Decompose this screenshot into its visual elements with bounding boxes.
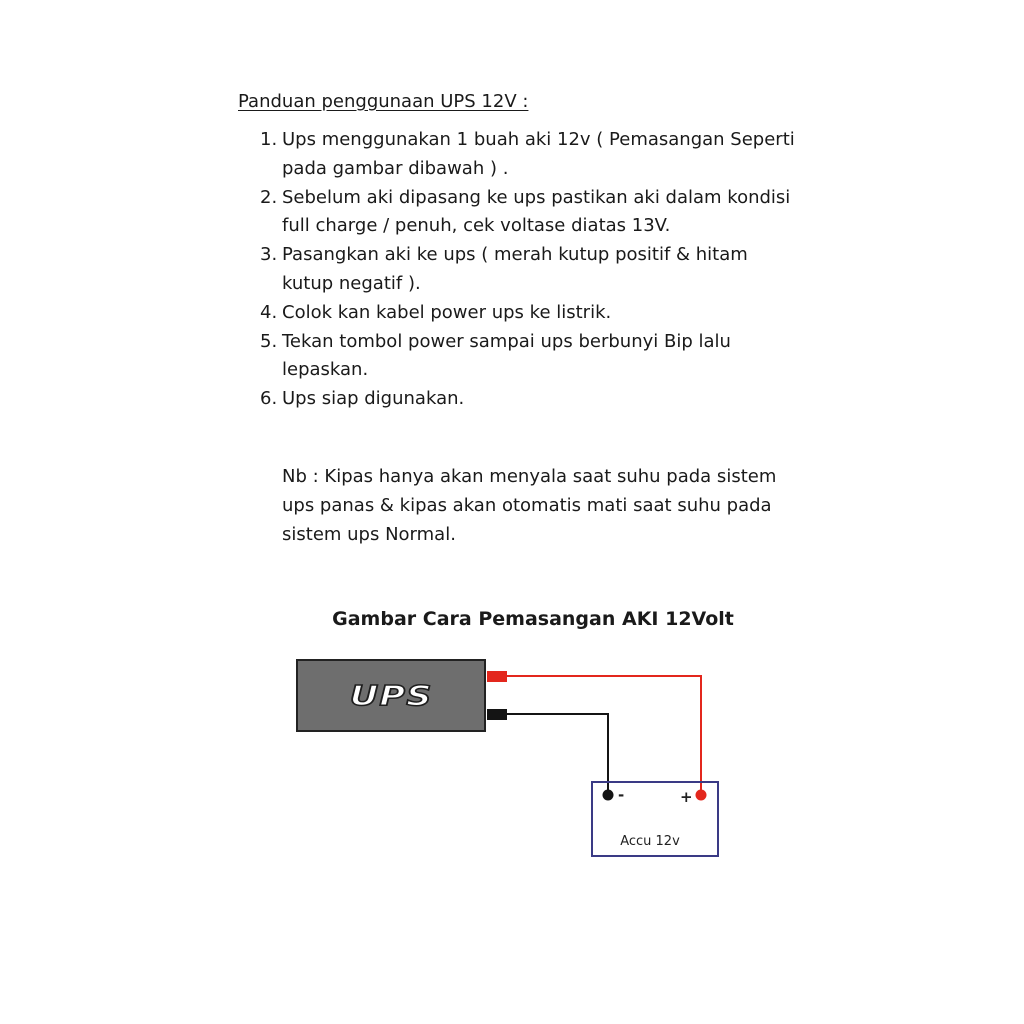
step-list: [260, 126, 800, 414]
step-item: [260, 184, 800, 242]
step-line: Tekan tombol power sampai ups berbunyi Bip lalu: [282, 330, 731, 352]
step-line: full charge / penuh, cek voltase diatas 13V.: [282, 215, 671, 237]
minus-sign: -: [618, 786, 625, 804]
step-text: [282, 299, 800, 328]
note-line: ups panas & kipas akan otomatis mati saat suhu pada: [282, 494, 772, 516]
step-line: pada gambar dibawah ) .: [282, 157, 509, 179]
plus-sign: +: [680, 788, 693, 806]
note-line: Nb : Kipas hanya akan menyala saat suhu pada sistem: [282, 466, 777, 487]
step-item: [260, 241, 800, 299]
step-number: 1.: [260, 129, 278, 150]
step-line: kutup negatif ).: [282, 272, 421, 294]
step-item: [260, 328, 800, 386]
step-number: 2.: [260, 186, 278, 208]
step-item: [260, 126, 800, 184]
ups-unit: [296, 659, 486, 732]
step-number: 4.: [260, 301, 278, 323]
step-line: lepaskan.: [282, 359, 369, 381]
note-paragraph: [282, 463, 782, 549]
step-line: Ups menggunakan 1 buah aki 12v ( Pemasangan Seperti: [282, 129, 795, 150]
step-line: Ups siap digunakan.: [282, 388, 465, 410]
step-line: Sebelum aki dipasang ke ups pastikan aki dalam kondisi: [282, 186, 791, 208]
note-line: sistem ups Normal.: [282, 523, 456, 545]
step-number: 6.: [260, 388, 278, 410]
battery-label: Accu 12v: [620, 834, 680, 849]
ups-positive-terminal: [487, 671, 507, 682]
step-item: [260, 385, 800, 414]
step-item: [260, 299, 800, 328]
diagram-title: Gambar Cara Pemasangan AKI 12Volt: [332, 608, 734, 630]
ups-label: UPS: [349, 679, 433, 712]
step-line: Colok kan kabel power ups ke listrik.: [282, 301, 612, 323]
step-text: [282, 328, 800, 386]
step-number: 5.: [260, 330, 278, 352]
step-line: Pasangkan aki ke ups ( merah kutup positif & hitam: [282, 244, 748, 266]
step-text: [282, 126, 800, 184]
step-text: [282, 241, 800, 299]
step-number: 3.: [260, 244, 278, 266]
ups-negative-terminal: [487, 709, 507, 720]
positive-wire: [507, 676, 701, 794]
step-text: [282, 385, 800, 414]
step-text: [282, 184, 800, 242]
guide-title: Panduan penggunaan UPS 12V :: [238, 91, 529, 112]
